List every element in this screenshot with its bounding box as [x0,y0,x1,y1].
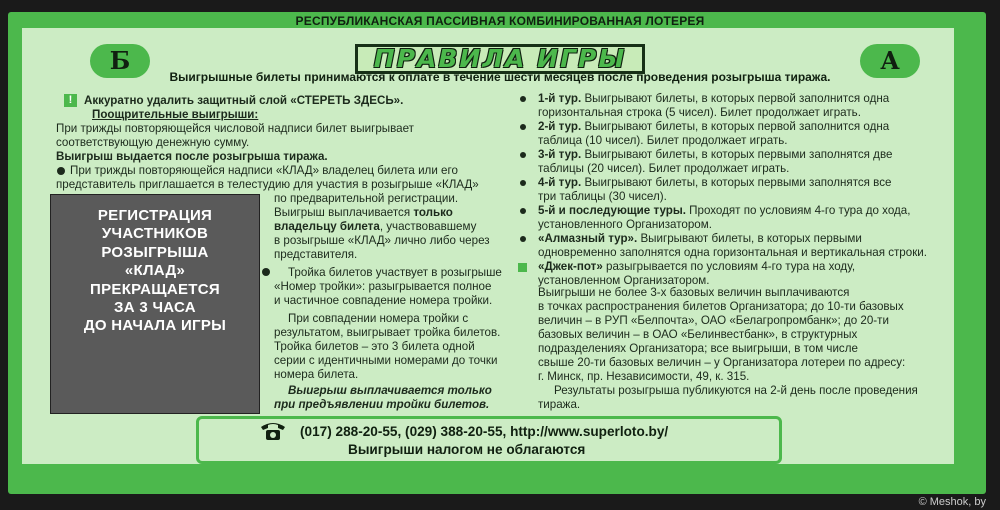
round-name: 5-й и последующие туры. [538,204,690,217]
tax-notice: Выигрыши налогом не облагаются [348,442,586,457]
results-line: Результаты розыгрыша публикуются на 2-й день после проведения [554,384,918,397]
round-line: 3-й тур. Выигрывают билеты, в которых первыми заполнятся две [538,148,893,161]
round-line: одновременно заполнятся одна горизонтальная и вертикальная строки. [538,246,927,259]
payout-line: в точках распространения билетов Организатора; до 10-ти базовых [538,300,904,313]
round-line: 1-й тур. Выигрывают билеты, в которых первой заполнится одна [538,92,890,105]
triple-line: и частичное совпадение номера тройки. [274,294,493,307]
payout-line: г. Минск, пр. Независимости, 49, к. 315. [538,370,750,383]
klad-payout-line: владельцу билета, участвовавшему [274,220,477,233]
round-name: «Алмазный тур». [538,232,641,245]
round-name: 2-й тур. [538,120,585,133]
triple-match-line: номера билета. [274,368,359,381]
klad-payout-line: представителя. [274,248,358,261]
round-name: «Джек-пот» [538,260,607,273]
incentive-line: При трижды повторяющейся числовой надписи билет выигрывает [56,122,414,135]
triple-match-line: результатом, выигрывает тройка билетов. [274,326,501,339]
triple-payout-line: при предъявлении тройки билетов. [274,398,490,411]
klad-line: по предварительной регистрации. [274,192,459,205]
klad-line: При трижды повторяющейся надписи «КЛАД» владелец билета или его [70,164,458,177]
bullet-icon [57,167,65,175]
round-line: таблицы (20 чисел). Билет продолжает играть. [538,162,790,175]
triple-line: «Номер тройки»: разыгрывается полное [274,280,492,293]
payout-line: свыше 20-ти базовых величин – у Организатора лотереи по адресу: [538,356,906,369]
klad-registration-text: РЕГИСТРАЦИЯ УЧАСТНИКОВ РОЗЫГРЫША «КЛАД» ПРЕКРАЩАЕТСЯ ЗА 3 ЧАСА ДО НАЧАЛА ИГРЫ [83,207,227,335]
klad-line: представитель приглашается в телестудию для участия в розыгрыше «КЛАД» [56,178,479,191]
round-line: 5-й и последующие туры. Проходят по условиям 4-го тура до хода, [538,204,911,217]
bullet-icon [520,124,526,130]
round-line: «Алмазный тур». Выигрывают билеты, в которых первыми [538,232,862,245]
incentive-heading: Поощрительные выигрыши: [92,108,259,121]
letter-left: Б [90,44,150,78]
triple-match-line: серии с идентичными номерами до точки [274,354,498,367]
round-name: 1-й тур. [538,92,585,105]
incentive-line: соответствующую денежную сумму. [56,136,250,149]
payout-heading: Выигрыш выдается после розыгрыша тиража. [56,150,328,163]
square-bullet-icon [518,263,527,272]
bullet-icon [262,268,270,276]
round-line: установленном Организатором. [538,274,710,287]
payout-line: подразделениях Организатора; все выигрыши, в том числе [538,342,858,355]
triple-match-line: Тройка билетов – это 3 билета одной [274,340,475,353]
klad-registration-box [50,194,260,414]
letter-right: А [860,44,920,78]
round-line: установленного Организатором. [538,218,712,231]
triple-match-line: При совпадении номера тройки с [288,312,469,325]
results-line: тиража. [538,398,581,411]
contact-phones: (017) 288-20-55, (029) 388-20-55, http://www.superloto.by/ [300,424,669,439]
bullet-icon [520,96,526,102]
round-line: таблица (10 чисел). Билет продолжает играть. [538,134,788,147]
triple-line: Тройка билетов участвует в розыгрыше [288,266,502,279]
instruction: Аккуратно удалить защитный слой «СТЕРЕТЬ ЗДЕСЬ». [84,94,404,107]
round-line: горизонтальная строка (5 чисел). Билет продолжает играть. [538,106,861,119]
round-line: 4-й тур. Выигрывают билеты, в которых первыми заполнятся все [538,176,892,189]
phone-icon [258,420,288,442]
round-line: три таблицы (30 чисел). [538,190,667,203]
bullet-icon [520,152,526,158]
bullet-icon [520,180,526,186]
payout-line: величин – в РУП «Белпочта», ОАО «Белагропромбанк»; до 20-ти [538,314,889,327]
lottery-name: РЕСПУБЛИКАНСКАЯ ПАССИВНАЯ КОМБИНИРОВАННАЯ ЛОТЕРЕЯ [295,14,705,28]
klad-payout-line: в розыгрыше «КЛАД» лично либо через [274,234,490,247]
round-name: 4-й тур. [538,176,585,189]
round-name: 3-й тур. [538,148,585,161]
bullet-icon [520,208,526,214]
watermark: © Meshok, by [918,496,986,508]
page-title: ПРАВИЛА ИГРЫ [355,44,645,74]
round-line: 2-й тур. Выигрывают билеты, в которых первой заполнится одна [538,120,890,133]
klad-payout-line: Выигрыш выплачивается только [274,206,453,219]
payout-line: базовых величин – в ОАО «Белинвестбанк», в структурных [538,328,858,341]
round-line: «Джек-пот» разыгрывается по условиям 4-го тура на ходу, [538,260,856,273]
subtitle: Выигрышные билеты принимаются к оплате в течение шести месяцев после проведения розыгрыша тиража. [169,70,831,84]
payout-line: Выигрыши не более 3-х базовых величин выплачиваются [538,286,850,299]
triple-payout-line: Выигрыш выплачивается только [288,384,492,397]
warning-icon: ! [64,94,77,107]
bullet-icon [520,236,526,242]
